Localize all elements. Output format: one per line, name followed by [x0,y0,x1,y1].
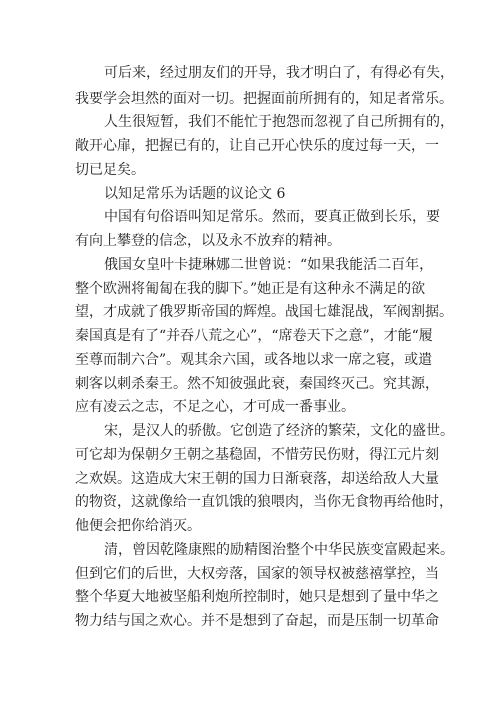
text-line: 切已足矣。 [75,162,145,178]
text-line: 俄国女皇叶卡捷琳娜二世曾说：“如果我能活二百年， [104,257,434,273]
text-line: 之欢娱。这造成大宋王朝的国力日渐衰落，却送给敌人大量 [75,471,439,487]
text-line: 整个华夏大地被坚船利炮所控制时，她只是想到了量中华之 [75,589,439,605]
section-heading: 以知足常乐为话题的议论文 6 [104,186,286,202]
text-line: 有向上攀登的信念，以及永不放弃的精神。 [75,233,341,249]
text-line: 中国有句俗语叫知足常乐。然而，要真正做到长乐，要 [104,209,440,225]
text-line: 秦国真是有了“并吞八荒之心”，“席卷天下之意”，才能“履 [75,328,433,344]
text-line: 可后来，经过朋友们的开导，我才明白了，有得必有失， [104,65,454,81]
text-line: 我要学会坦然的面对一切。把握面前所拥有的，知足者常乐。 [75,91,453,107]
text-line: 敞开心扉，把握已有的，让自己开心快乐的度过每一天，一 [75,138,439,154]
text-line: 至尊而制六合”。观其余六国，或各地以求一席之寝，或遣 [75,352,433,368]
text-line: 可它却为保朝夕王朝之基稳固，不惜劳民伤财，得江元片刻 [75,447,439,463]
text-line: 宋，是汉人的骄傲。它创造了经济的繁荣，文化的盛世。 [104,423,454,439]
text-line: 物力结与国之欢心。并不是想到了奋起，而是压制一切革命 [75,613,439,629]
text-line: 整个欧洲将匍匐在我的脚下。”她正是有这种永不满足的欲 [75,281,426,297]
text-line: 他便会把你给消灭。 [75,518,201,534]
text-line: 的物资，这就像给一直饥饿的狼喂肉，当你无食物再给他时， [75,494,453,510]
text-line: 清，曾因乾隆康熙的励精图治整个中华民族变富殿起来。 [104,542,454,558]
text-line: 但到它们的后世，大权旁落，国家的领导权被慈禧掌控，当 [75,566,439,582]
text-line: 刺客以刺杀秦王。然不知彼强此衰，秦国终灭己。究其源， [75,376,439,392]
text-line: 应有凌云之志，不足之心，才可成一番事业。 [75,399,355,415]
text-line: 望，才成就了俄罗斯帝国的辉煌。战国七雄混战，军阀割据。 [75,304,453,320]
text-line: 人生很短暂，我们不能忙于抱怨而忽视了自己所拥有的， [104,114,454,130]
